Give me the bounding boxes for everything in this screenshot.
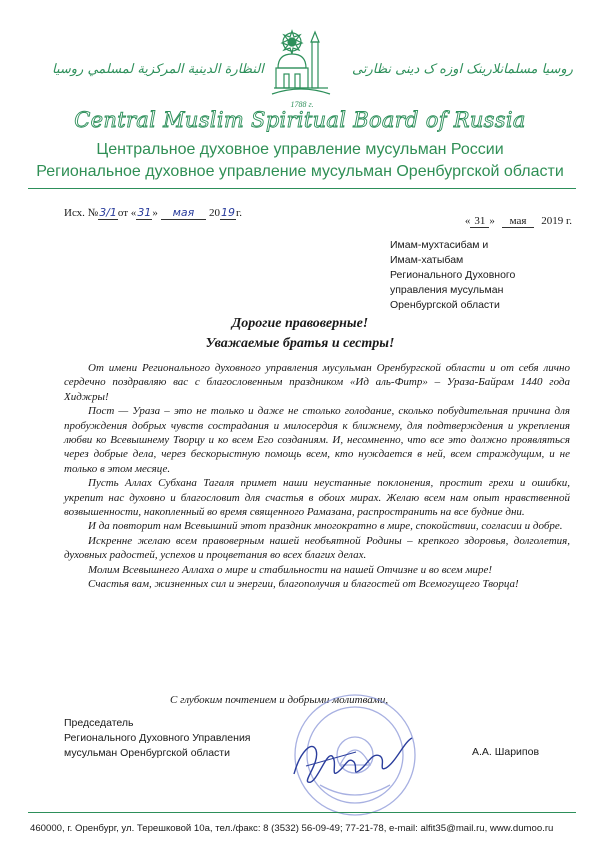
signatory-title [64, 716, 251, 761]
greeting-line-2: Уважаемые братья и сестры! [205, 336, 395, 351]
signatory-name: А.А. Шарипов [472, 746, 540, 758]
outgoing-close-quote: » [152, 207, 158, 219]
footer-contacts: 460000, г. Оренбург, ул. Терешковой 10а, тел./факс: 8 (3532) 56-09-49; 77-21-78, e-mail: alfit35@mail.ru, www.dumoo.ru [30, 823, 554, 834]
letter-body [64, 361, 570, 592]
addressee-line: Оренбургской области [390, 299, 500, 311]
outgoing-from-label: от « [117, 207, 137, 219]
outgoing-year-suffix: 19 [220, 206, 235, 219]
addressee-line: Регионального Духовного [390, 269, 516, 281]
board-name-russian-central: Центральное духовное управление мусульман России [96, 141, 504, 158]
board-name-english: Central Muslim Spiritual Board of Russia [74, 108, 526, 132]
outgoing-prefix: Исх. № [64, 207, 99, 219]
date-day: 31 [470, 215, 489, 228]
body-paragraph: От имени Регионального духовного управления мусульман Оренбургской области и от себя лично сердечно поздравляю вас с благословенным праздником «Ид аль-Фитр» – Ураза-Байрам 1440 года Хиджры! [64, 362, 570, 403]
body-paragraph: Счастья вам, жизненных сил и энергии, благополучия и благостей от Всемогущего Творца! [88, 578, 519, 591]
footer-divider [28, 812, 576, 813]
outgoing-number: 3/1 [99, 206, 117, 219]
board-name-russian-regional: Региональное духовное управление мусульман Оренбургской области [36, 163, 564, 180]
date-year: 2019 г. [541, 215, 572, 227]
addressee-line: Имам-хатыбам [390, 254, 464, 266]
greeting-line-1: Дорогие правоверные! [231, 316, 369, 331]
outgoing-reference [64, 206, 242, 219]
signatory-title-line: Регионального Духовного Управления [64, 732, 251, 744]
arabic-title-right: روسيا مسلمانلارینک اوزه ک دینی نظارتی [352, 62, 573, 77]
header-divider [28, 188, 576, 189]
outgoing-year-prefix: 20 [208, 207, 220, 219]
body-paragraph: И да повторит нам Всевышний этот праздник многократно в мире, спокойствии, согласии и добре. [88, 520, 563, 533]
body-paragraph: Пост — Ураза – это не только и даже не столько голодание, сколько побудительная причина для пробуждения добрых чувств сострадания и милосердия к ближнему, для подтверждения и укрепления любви ко Всевышнему Творцу и ко всем Его созданиям. И, несомненно, что все это должно проявляться через добрые дела, через бескорыстную помощь всем, кто нуждается в ней, всем страждущим, и не только в этом месяце. [64, 405, 570, 475]
addressee-block [390, 238, 515, 313]
addressee-line: Имам-мухтасибам и [390, 239, 489, 251]
addressee-line: управления мусульман [390, 284, 504, 296]
outgoing-month: мая [161, 206, 207, 220]
letter-date [465, 215, 572, 227]
mosque-emblem-icon [270, 28, 332, 100]
arabic-title-left: النظارة الدينية المركزية لمسلمي روسيا [52, 62, 264, 77]
body-paragraph: Пусть Аллах Субхана Тагаля примет наши неустанные поклонения, простит грехи и ошибки, укрепит нас духовно и благословит для счастья в обоих мирах. Желаю всем нам опыт нравственной возвышенности, накопленный во время священного Рамазана, распространить на все будние дни. [64, 477, 570, 519]
date-close-quote: » [489, 215, 495, 227]
body-paragraph: Искренне желаю всем правоверным нашей необъятной Родины – крепкого здоровья, долголетия, духовных радостей, успехов и процветания во всех благих делах. [64, 534, 570, 562]
body-paragraph: Молим Всевышнего Аллаха о мире и стабильности на нашей Отчизне и во всем мире! [88, 563, 493, 576]
outgoing-year-end: г. [235, 207, 242, 219]
closing-line: С глубоким почтением и добрыми молитвами, [170, 694, 389, 706]
outgoing-day: 31 [137, 206, 152, 219]
handwritten-signature-icon [286, 722, 416, 792]
date-month: мая [502, 215, 535, 228]
signatory-title-line: мусульман Оренбургской области [64, 747, 230, 759]
emblem-year: 1788 г. [290, 100, 314, 109]
date-open-quote: « [464, 215, 471, 227]
signatory-title-line: Председатель [64, 717, 134, 729]
